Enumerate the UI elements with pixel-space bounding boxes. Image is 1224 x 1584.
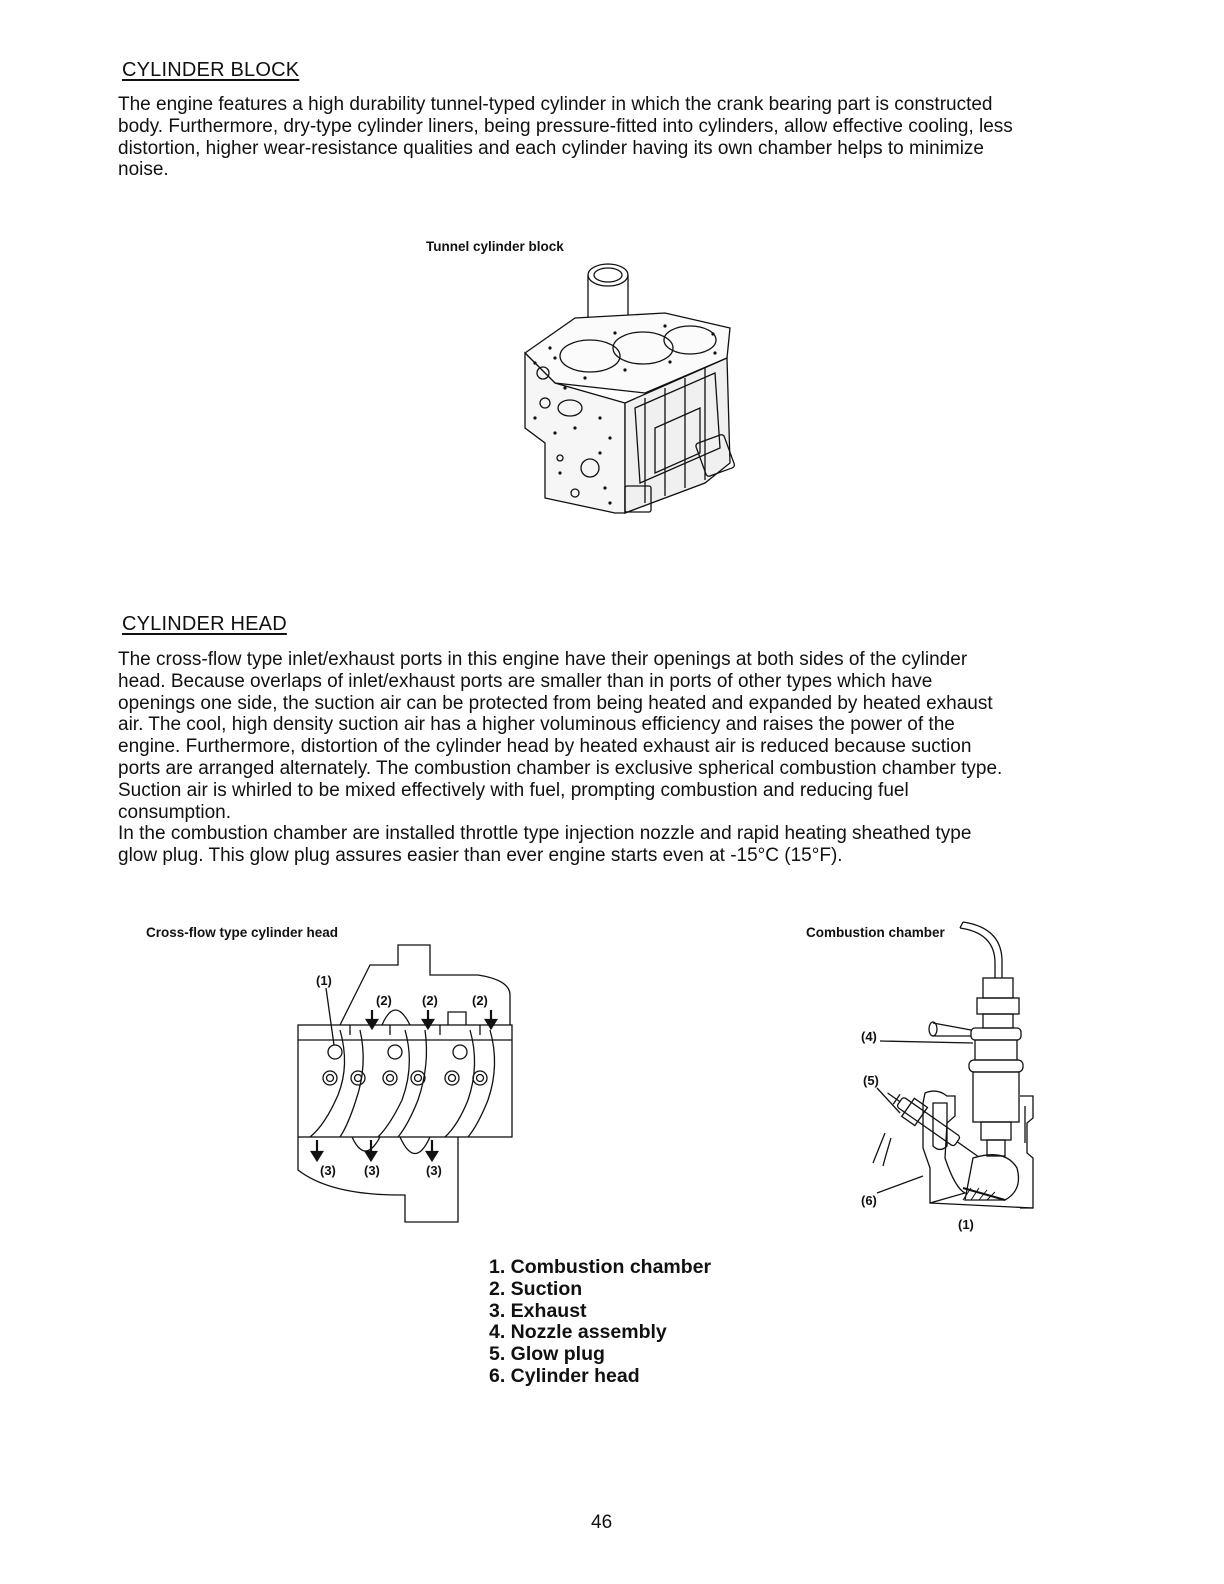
combustion-label-1: (1) <box>958 1217 974 1232</box>
cylinder-head-heading: CYLINDER HEAD <box>122 613 287 635</box>
combustion-chamber-caption: Combustion chamber <box>806 925 945 940</box>
tunnel-cylinder-block-illustration <box>515 258 745 538</box>
crossflow-label-3c: (3) <box>426 1163 442 1178</box>
combustion-label-5: (5) <box>863 1073 879 1088</box>
crossflow-label-2b: (2) <box>422 993 438 1008</box>
crossflow-label-2a: (2) <box>376 993 392 1008</box>
legend-item: 1. Combustion chamber <box>489 1256 712 1278</box>
cylinder-head-paragraph-2: In the combustion chamber are installed throttle type injection nozzle and rapid heating sheathed type glow plug. This glow plug assures easier than ever engine starts even at -15°C (15°F). <box>118 823 972 866</box>
combustion-label-4: (4) <box>861 1029 877 1044</box>
page-number: 46 <box>591 1512 613 1533</box>
crossflow-label-1: (1) <box>316 973 332 988</box>
crossflow-label-2c: (2) <box>472 993 488 1008</box>
legend-item: 6. Cylinder head <box>489 1364 640 1387</box>
parts-legend <box>489 1257 711 1388</box>
legend-item: 4. Nozzle assembly <box>489 1321 667 1344</box>
crossflow-caption: Cross-flow type cylinder head <box>146 925 339 940</box>
legend-item: 2. Suction <box>489 1277 583 1300</box>
cylinder-block-heading: CYLINDER BLOCK <box>122 59 300 81</box>
legend-item: 3. Exhaust <box>489 1299 587 1322</box>
cylinder-head-paragraph-1: The cross-flow type inlet/exhaust ports in this engine have their openings at both sides of the cylinder head. Because overlaps of inlet/exhaust ports are smaller than in ports of other types which have openings one side, the suction air can be protected from being heated and expanded by heated exhaust air. The cool, high density suction air has a higher voluminous efficiency and raises the power of the engine. Furthermore, distortion of the cylinder head by heated exhaust air is reduced because suction ports are arranged alternately. The combustion chamber is exclusive spherical combustion chamber type. Suction air is whirled to be mixed effectively with fuel, prompting combustion and reducing fuel consumption. <box>118 649 1003 823</box>
cylinder-block-paragraph: The engine features a high durability tunnel-typed cylinder in which the crank bearing part is constructed body. Furthermore, dry-type cylinder liners, being pressure-fitted into cylinders, allow effective cooling, less distortion, higher wear-resistance qualities and each cylinder having its own chamber helps to minimize noise. <box>118 94 1013 181</box>
legend-item: 5. Glow plug <box>489 1343 605 1366</box>
combustion-label-6: (6) <box>861 1193 877 1208</box>
crossflow-label-3b: (3) <box>364 1163 380 1178</box>
tunnel-block-caption: Tunnel cylinder block <box>426 239 564 254</box>
combustion-chamber-diagram <box>855 918 1035 1218</box>
crossflow-label-3a: (3) <box>320 1163 336 1178</box>
